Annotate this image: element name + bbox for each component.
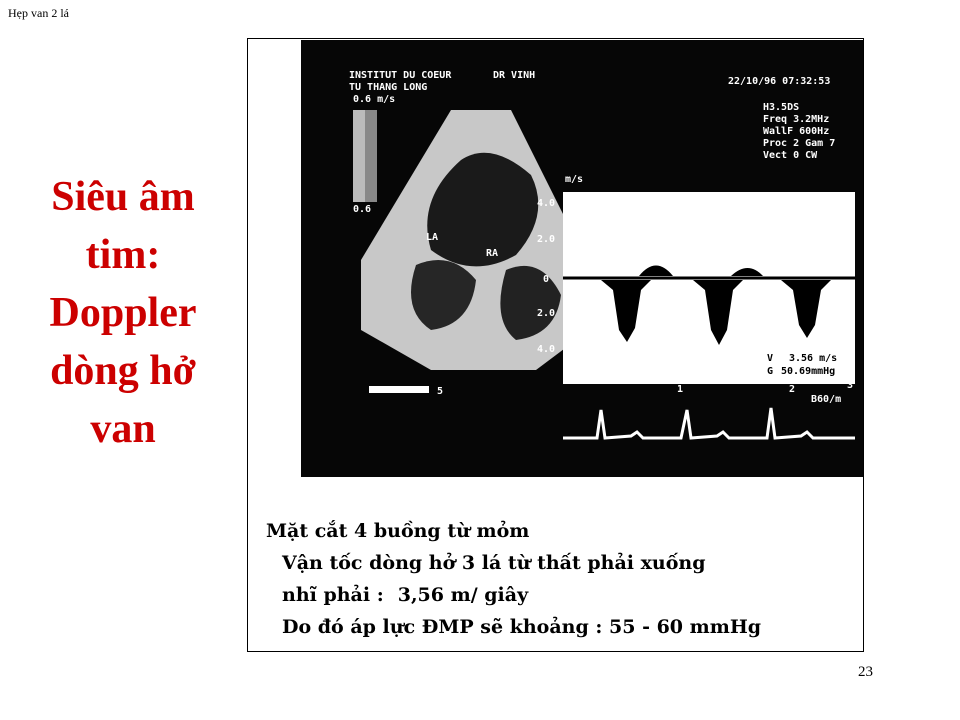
measure-g-label: G bbox=[767, 366, 774, 377]
doctor-label: DR VINH bbox=[493, 70, 536, 81]
title-line: tim: bbox=[85, 232, 161, 278]
scale-top-label: 0.6 m/s bbox=[353, 94, 396, 105]
axis-tick-label: 4.0 bbox=[537, 198, 556, 209]
sweep-label: B60/m bbox=[811, 394, 842, 405]
slide-header: Hẹp van 2 lá bbox=[8, 6, 69, 20]
chamber-label-ra: RA bbox=[486, 248, 499, 259]
axis-tick-label: 2.0 bbox=[537, 234, 556, 245]
ecg-trace bbox=[563, 408, 855, 438]
axis-tick-label: 2.0 bbox=[537, 308, 556, 319]
institution-label: INSTITUT DU COEUR bbox=[349, 70, 452, 81]
depth-label: 5 bbox=[437, 386, 444, 397]
caption-line: Do đó áp lực ĐMP sẽ khoảng : 55 - 60 mmHg bbox=[282, 616, 762, 638]
velocity-scale-bar bbox=[353, 110, 365, 202]
axis-tick-label: 0 bbox=[543, 274, 550, 285]
caption-line: Mặt cắt 4 buồng từ mỏm bbox=[266, 520, 530, 542]
axis-unit-label: m/s bbox=[565, 174, 584, 185]
echocardiogram-image bbox=[301, 40, 864, 477]
settings-line: Proc 2 Gam 7 bbox=[763, 138, 836, 149]
measure-g-value: 50.69mmHg bbox=[781, 366, 836, 377]
caption-velocity-label: nhĩ phải : bbox=[282, 584, 384, 606]
cursor-label: 2 bbox=[789, 384, 796, 395]
velocity-scale-bar-2 bbox=[365, 110, 377, 202]
axis-tick-label: 4.0 bbox=[537, 344, 556, 355]
caption-velocity-value: 3,56 m/ giây bbox=[397, 584, 529, 606]
slide-title bbox=[18, 168, 228, 458]
depth-scale-bar bbox=[369, 386, 429, 393]
chamber-label-la: LA bbox=[426, 232, 439, 243]
echo-figure bbox=[247, 38, 864, 652]
title-line: Doppler bbox=[49, 290, 197, 336]
figure-caption bbox=[266, 515, 856, 643]
slide-number: 23 bbox=[858, 664, 873, 680]
settings-line: H3.5DS bbox=[763, 102, 800, 113]
settings-line: Freq 3.2MHz bbox=[763, 114, 830, 125]
settings-line: Vect 0 CW bbox=[763, 150, 818, 161]
scale-bottom-label: 0.6 bbox=[353, 204, 372, 215]
cursor-label: 1 bbox=[677, 384, 684, 395]
title-line: van bbox=[90, 406, 156, 452]
measure-v-value: 3.56 m/s bbox=[789, 353, 838, 364]
institution-label-2: TU THANG LONG bbox=[349, 82, 428, 93]
datetime-label: 22/10/96 07:32:53 bbox=[728, 76, 831, 87]
caption-line: Vận tốc dòng hở 3 lá từ thất phải xuống bbox=[282, 552, 706, 574]
title-line: dòng hở bbox=[50, 348, 196, 394]
title-line: Siêu âm bbox=[51, 174, 195, 220]
measure-v-label: V bbox=[767, 353, 774, 364]
settings-line: WallF 600Hz bbox=[763, 126, 830, 137]
cursor-label: 3 bbox=[847, 380, 854, 391]
echo-scan-graphic bbox=[301, 40, 864, 477]
caption-line bbox=[266, 579, 856, 611]
